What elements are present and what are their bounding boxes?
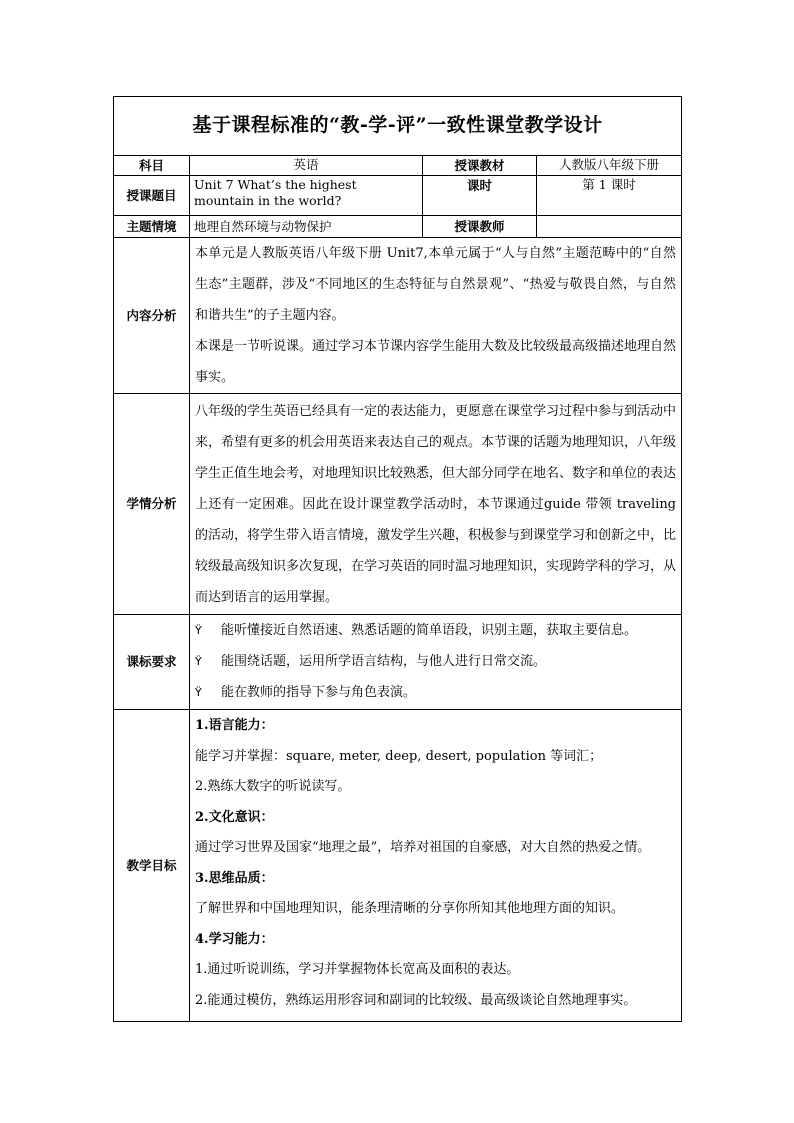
teaching-goals-label: 教学目标 [114,710,190,1022]
content-analysis-text [190,238,682,394]
lesson-plan-table [113,96,682,1022]
textbook-value: 人教版八年级下册 [537,156,682,176]
goal-line: 2.熟练大数字的听说读写。 [195,779,351,794]
student-analysis-text [190,394,682,615]
curriculum-requirements-list [190,615,682,710]
student-analysis-label: 学情分析 [114,394,190,615]
requirement-text: 能听懂接近自然语速、熟悉话题的简单语段，识别主题，获取主要信息。 [221,623,638,638]
title-cell [114,97,682,156]
bullet-icon: Ÿ [195,686,202,699]
period-label: 课时 [423,176,537,216]
goal-line: 通过学习世界及国家“地理之最”，培养对祖国的自豪感，对大自然的热爱之情。 [195,840,651,855]
lesson-plan [113,96,681,1022]
subject-label: 科目 [114,156,190,176]
requirement-text: 能围绕话题，运用所学语言结构，与他人进行日常交流。 [221,654,547,669]
page-title: 基于课程标准的“教-学-评”一致性课堂教学设计 [192,114,603,136]
goal-heading: 1.语言能力： [195,718,274,733]
theme-label: 主题情境 [114,216,190,238]
student-analysis-paragraph: 八年级的学生英语已经具有一定的表达能力，更愿意在课堂学习过程中参与到活动中来，希望有更多的机会用英语来表达自己的观点。本节课的话题为地理知识，八年级学生正值生地会考，对地理知识比较熟悉，但大部分同学在地名、数字和单位的表达上还有一定困难。因此在设计课堂教学活动时，本节课通过guide 带领 traveling 的活动，将学生带入语言情境，激发学生兴趣，积极参与到课堂学习和创新之中，比较级最高级知识多次复现，在学习英语的同时温习地理知识，实现跨学科的学习，从而达到语言的运用掌握。 [195,404,677,605]
topic-label: 授课题目 [114,176,190,216]
goal-heading: 4.学习能力： [195,931,274,947]
goal-line: 2.能通过模仿，熟练运用形容词和副词的比较级、最高级谈论自然地理事实。 [195,992,637,1008]
content-analysis-paragraph-1: 本单元是人教版英语八年级下册 Unit7,本单元属于“人与自然”主题范畴中的“自然生态”主题群，涉及“不同地区的生态特征与自然景观”、“热爱与敬畏自然，与自然和谐共生”的子主题内容。 [195,246,677,323]
topic-value: Unit 7 What’s the highest mountain in the world? [190,176,423,216]
goal-line: 了解世界和中国地理知识，能条理清晰的分享你所知其他地理方面的知识。 [195,901,625,916]
requirement-item [195,615,676,646]
bullet-icon: Ÿ [195,655,202,668]
teacher-value [537,216,682,238]
requirement-item [195,646,676,677]
textbook-label: 授课教材 [423,156,537,176]
goal-line: 1.通过听说训练，学习并掌握物体长宽高及面积的表达。 [195,962,520,977]
subject-value: 英语 [190,156,423,176]
requirement-text: 能在教师的指导下参与角色表演。 [221,685,417,700]
requirement-item [195,677,676,708]
goal-line: 能学习并掌握：square, meter, deep, desert, population 等词汇； [195,748,603,764]
curriculum-requirements-label: 课标要求 [114,615,190,710]
bullet-icon: Ÿ [195,624,202,637]
content-analysis-paragraph-2: 本课是一节听说课。通过学习本节课内容学生能用大数及比较级最高级描述地理自然事实。 [195,339,677,385]
teacher-label: 授课教师 [423,216,537,238]
goal-heading: 3.思维品质： [195,870,274,886]
goal-heading: 2.文化意识： [195,809,274,825]
period-value: 第 1 课时 [537,176,682,216]
teaching-goals-list [190,710,682,1022]
content-analysis-label: 内容分析 [114,238,190,394]
theme-value: 地理自然环境与动物保护 [190,216,423,238]
